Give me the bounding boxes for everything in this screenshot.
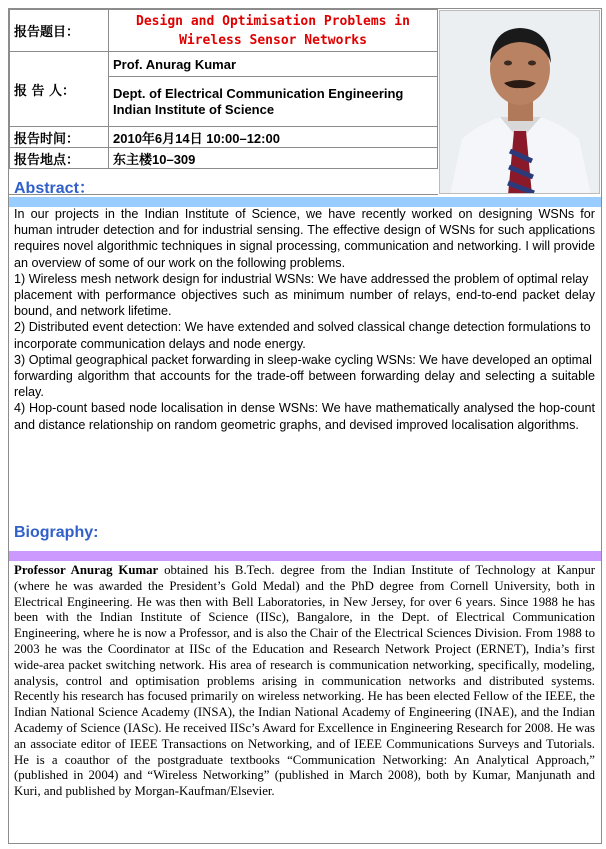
biography-heading: Biography: xyxy=(14,524,99,541)
affiliation-line2: Indian Institute of Science xyxy=(113,101,275,117)
speaker-name: Prof. Anurag Kumar xyxy=(109,52,438,77)
speaker-photo xyxy=(439,10,600,194)
bio-text: obtained his B.Tech. degree from the Indian Institute of Technology at Kanpur (where he was awarded the President’s Gold Medal) and the PhD degree from Cornell University, both in Electrical Engineering. He was then with Bell Laboratories, in New Jersey, for over 6 years. Since 1988 he has been with the Indian Institute of Science (IISc), Bangalore, in the Dept. of Electrical Communication Engineering, where he is now a Professor, and is also the Chair of the Electrical Sciences Division. From 1988 to 2003 he was the Coordinator at IISc of the Education and Research Network Project (ERNET), India’s first wide-area packet switching network. His area of research is communication networking, specifically, modeling, analysis, control and optimisation problems arising in communication networks and distributed systems. Recently his research has focused primarily on wireless networking. He has been elected Fellow of the IEEE, the Indian National Science Academy (INSA), the Indian National Academy of Engineering (INAE), and the Indian Academy of Science (IASc). He received IISc’s Award for Excellence in Engineering Research for 2008. He was an associate editor of IEEE Transactions on Networking, and of IEEE Communications Surveys and Tutorials. He is a coauthor of the postgraduate textbooks “Communication Networking: An Analytical Approach,” (published in 2004) and “Wireless Networking” (published in March 2008), both by Kumar, Manjunath and Kuri, and published by Morgan-Kaufman/Elsevier. xyxy=(14,563,596,799)
talk-time: 2010年6月14日 10:00–12:00 xyxy=(109,127,438,148)
place-label: 报告地点： xyxy=(10,148,109,169)
abstract-paragraph: 4) Hop-count based node localisation in dense WSNs: We have mathematically analysed the hop-count and distance relationship on random geometric graphs, and devised improved localisation algorithms. xyxy=(14,401,595,432)
topic-label: 报告题目： xyxy=(10,10,109,52)
biography-body xyxy=(14,563,595,800)
bio-name: Professor Anurag Kumar xyxy=(14,563,159,577)
abstract-paragraph: 2) Distributed event detection: We have extended and solved classical change detection formulations to xyxy=(14,320,591,335)
speaker-label: 报 告 人： xyxy=(10,52,109,127)
abstract-paragraph: placement with performance objectives such as minimum number of relays, end-to-end packet delay bound, and network lifetime. xyxy=(14,288,595,319)
abstract-paragraph: incorporate communication delays and node energy. xyxy=(14,336,306,351)
abstract-paragraph: forwarding algorithm that accounts for the trade-off between forwarding delay and selecting a suitable relay. xyxy=(14,369,595,400)
affiliation-line1: Dept. of Electrical Communication Engineering xyxy=(113,85,404,101)
time-label: 报告时间： xyxy=(10,127,109,148)
speaker-affiliation xyxy=(109,77,438,127)
abstract-heading: Abstract： xyxy=(14,180,95,197)
abstract-paragraph: 1) Wireless mesh network design for industrial WSNs: We have addressed the problem of optimal relay xyxy=(14,271,589,286)
abstract-paragraph: In our projects in the Indian Institute of Science, we have recently worked on designing WSNs for human intruder detection and for industrial sensing. The effective design of WSNs for such applications requires novel algorithmic techniques in signal processing, communication and networking. I will provide an overview of some of our work on the following problems. xyxy=(14,207,595,270)
talk-place: 东主楼10–309 xyxy=(109,148,438,169)
biography-bar xyxy=(9,551,601,561)
abstract-paragraph: 3) Optimal geographical packet forwarding in sleep-wake cycling WSNs: We have developed an optimal xyxy=(14,352,592,367)
talk-title: Design and Optimisation Problems in Wireless Sensor Networks xyxy=(109,10,438,52)
portrait-image xyxy=(440,11,600,194)
header-table xyxy=(9,9,438,169)
abstract-body xyxy=(14,206,595,433)
